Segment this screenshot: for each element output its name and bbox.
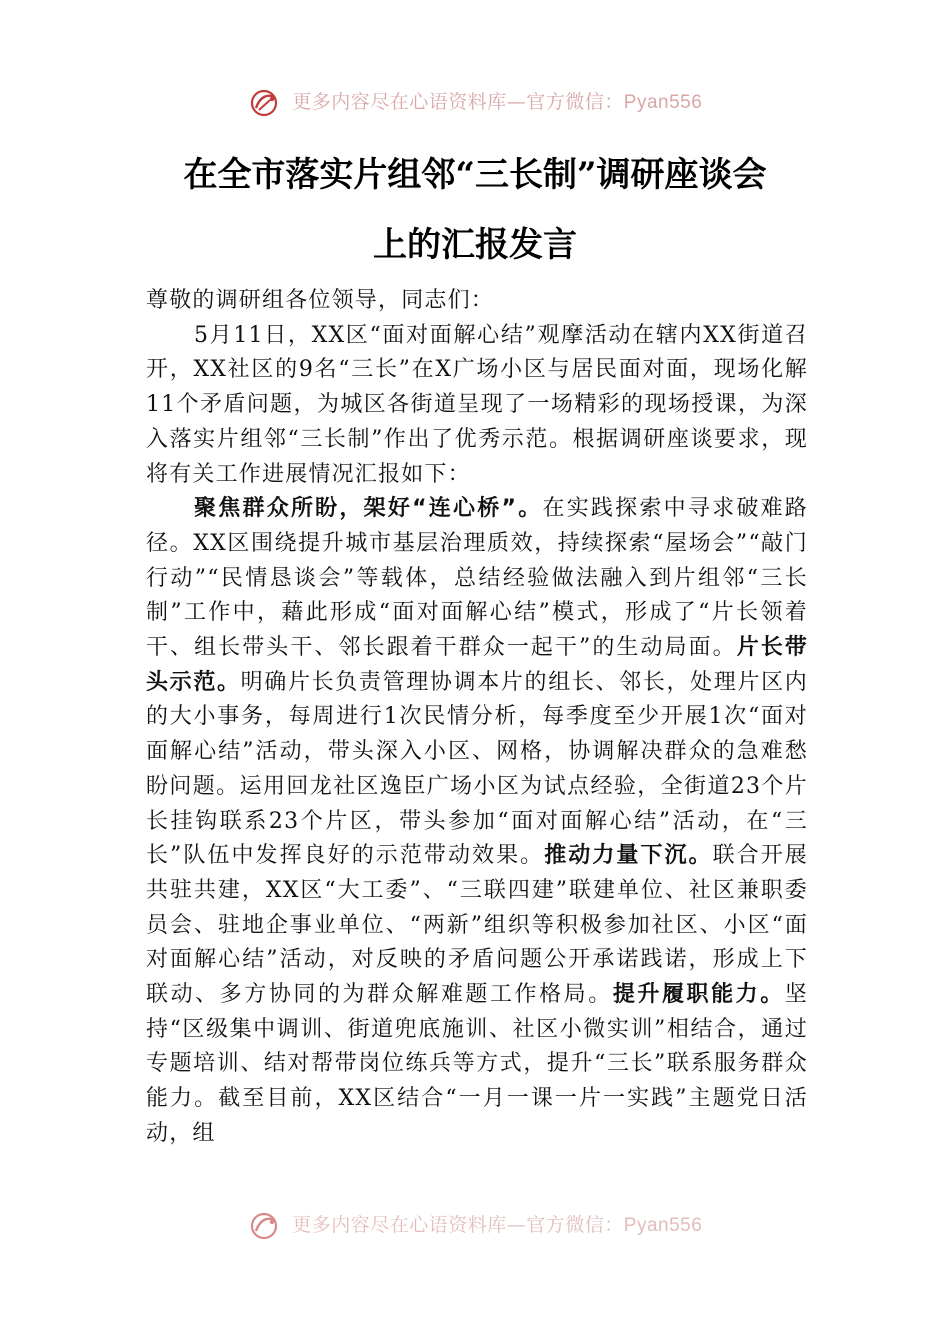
watermark-logo-icon [248, 88, 282, 118]
watermark-handle: Pyan556 [623, 92, 703, 113]
subheading-capacity: 提升履职能力。 [612, 982, 785, 1008]
watermark-handle: Pyan556 [623, 1215, 703, 1236]
document-body [146, 284, 808, 1152]
section-1-paragraph [146, 492, 808, 1151]
section-1-text-2: 明确片长负责管理协调本片的组长、邻长，处理片区内的大小事务，每周进行1次民情分析，每季度至少开展1次“面对面解心结”活动，带头深入小区、网格，协调解决群众的急难愁盼问题。运用回龙社区逸臣广场小区为试点经验，全街道23个片长挂钩联系23个片区，带头参加“面对面解心结”活动，在“三长”队伍中发挥良好的示范带动效果。 [146, 669, 808, 869]
section-1-heading: 聚焦群众所盼，架好“连心桥”。 [194, 496, 543, 522]
document-title-line-2: 上的汇报发言 [373, 225, 577, 265]
watermark-text: 更多内容尽在心语资料库—官方微信： [292, 91, 624, 113]
document-title-line-1: 在全市落实片组邻“三长制”调研座谈会 [183, 155, 767, 195]
watermark-header [0, 88, 950, 118]
section-1-text-1: 在实践探索中寻求破难路径。XX区围绕提升城市基层治理质效，持续探索“屋场会”“敲门行动”“民情恳谈会”等载体，总结经验做法融入到片组邻“三长制”工作中，藉此形成“面对面解心结”模式，形成了“片长领着干、组长带头干、邻长跟着干群众一起干”的生动局面。 [146, 496, 809, 661]
watermark-footer [0, 1211, 950, 1241]
section-1-text-4: 坚持“区级集中调训、街道兜底施训、社区小微实训”相结合，通过专题培训、结对帮带岗位练兵等方式，提升“三长”联系服务群众能力。截至目前，XX区结合“一月一课一片一实践”主题党日活动，组 [146, 982, 808, 1146]
watermark-text: 更多内容尽在心语资料库—官方微信： [292, 1214, 624, 1236]
section-1-text-3: 联合开展共驻共建，XX区“大工委”、“三联四建”联建单位、社区兼职委员会、驻地企事业单位、“两新”组织等积极参加社区、小区“面对面解心结”活动，对反映的矛盾问题公开承诺践诺，形成上下联动、多方协同的为群众解难题工作格局。 [146, 843, 808, 1008]
salutation: 尊敬的调研组各位领导，同志们： [146, 288, 495, 313]
subheading-leader-demo: 片长带头示范。 [146, 635, 809, 695]
intro-paragraph: 5月11日，XX区“面对面解心结”观摩活动在辖内XX街道召开，XX社区的9名“三长”在X广场小区与居民面对面，现场化解11个矛盾问题，为城区各街道呈现了一场精彩的现场授课，为深入落实片组邻“三长制”作出了优秀示范。根据调研座谈要求，现将有关工作进展情况汇报如下： [146, 322, 808, 487]
subheading-force-sinking: 推动力量下沉。 [544, 843, 713, 869]
watermark-logo-icon [248, 1211, 282, 1241]
